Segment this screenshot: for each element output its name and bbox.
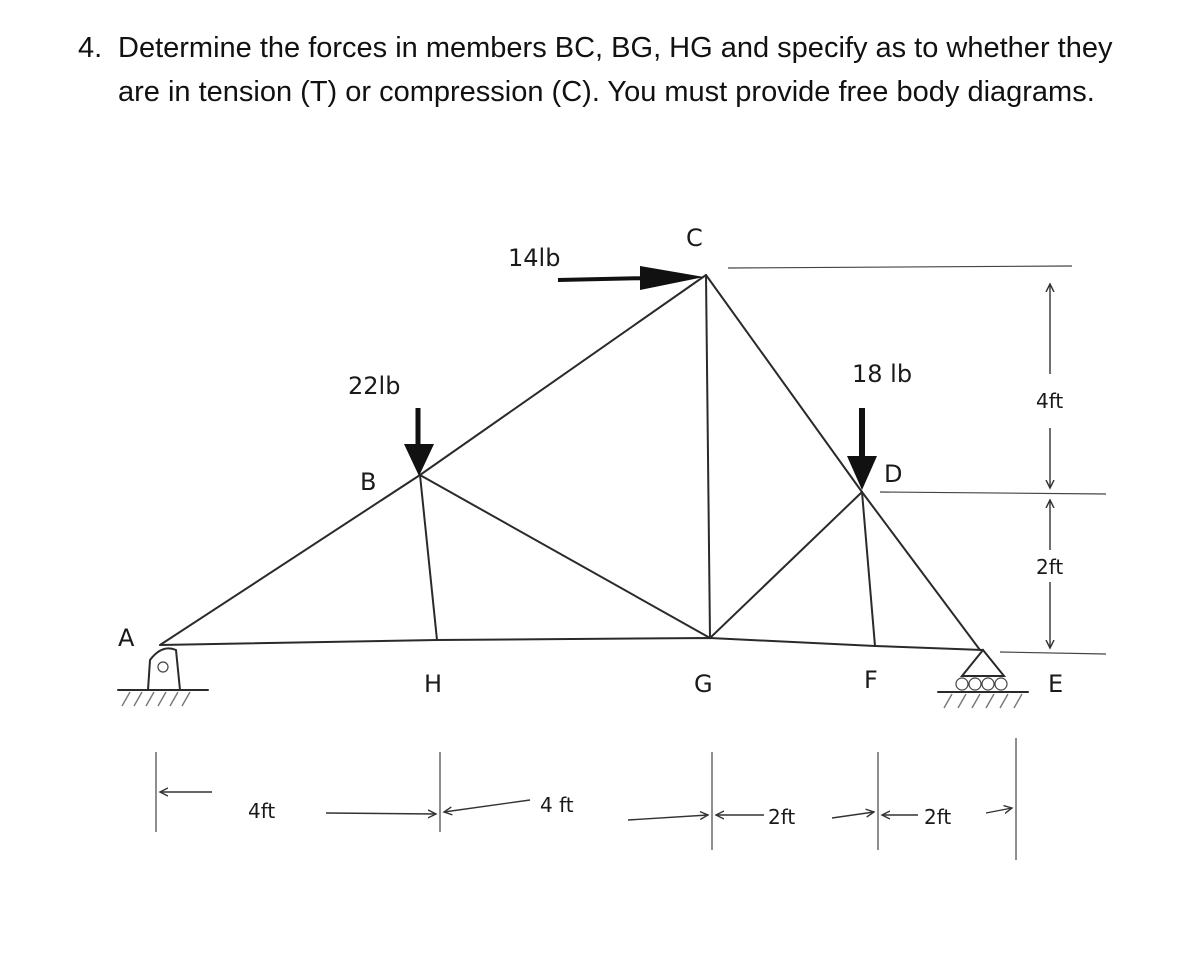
dimension-line-FE-right	[986, 808, 1012, 813]
load-label-D: 18 lb	[852, 360, 913, 388]
pin-support-body	[148, 648, 180, 690]
member-AH-HG-GF-FE-bottom-chord	[160, 638, 983, 650]
load-arrow-C-head	[640, 266, 704, 290]
extension-line-bottom	[1000, 652, 1106, 654]
member-GD	[710, 492, 862, 638]
member-DF	[862, 492, 875, 646]
load-arrow-C-shaft	[558, 278, 650, 280]
load-label-B: 22lb	[348, 372, 401, 400]
member-CD	[706, 275, 862, 492]
dim-label-GF: 2ft	[768, 805, 796, 829]
load-label-C: 14lb	[508, 244, 561, 272]
joint-label-A: A	[118, 624, 135, 652]
load-arrow-D-head	[847, 456, 877, 490]
joint-label-D: D	[884, 460, 903, 488]
dimension-line-GF-right	[832, 812, 874, 818]
dimension-line-HG-right	[628, 815, 708, 820]
horizontal-dimensions	[156, 738, 1016, 860]
load-arrow-B	[404, 408, 434, 476]
extension-line-top	[728, 266, 1072, 268]
load-arrow-C	[558, 266, 704, 290]
joint-label-B: B	[360, 468, 377, 496]
joint-label-C: C	[686, 224, 703, 252]
dim-label-HG: 4 ft	[540, 793, 574, 817]
member-BH	[420, 475, 437, 640]
member-BG	[420, 475, 710, 638]
roller-support-hatching	[944, 694, 1022, 708]
vertical-dimensions	[728, 266, 1106, 654]
joint-labels	[118, 224, 1063, 698]
problem-number: 4.	[78, 32, 103, 64]
load-arrow-B-head	[404, 444, 434, 476]
pin-support-hatching	[122, 692, 190, 706]
member-BC	[420, 275, 706, 475]
roller-support-E	[938, 650, 1028, 708]
dim-label-upper-height: 4ft	[1036, 389, 1064, 413]
problem-text: Determine the forces in members BC, BG, HG and specify as to whether they are in tension (T) or compression (C). You must provide free body diagrams.	[118, 32, 1113, 108]
pin-support-A	[118, 648, 208, 706]
extension-line-middle	[880, 492, 1106, 494]
pin-support-pin	[158, 662, 168, 672]
dimension-line-AH-right	[326, 813, 436, 814]
dim-label-lower-height: 2ft	[1036, 555, 1064, 579]
roller-support-triangle	[962, 650, 1004, 676]
joint-label-E: E	[1048, 670, 1064, 698]
dim-label-AH: 4ft	[248, 799, 276, 823]
joint-label-F: F	[864, 666, 878, 694]
joint-label-H: H	[424, 670, 443, 698]
member-DE	[862, 492, 980, 650]
dimension-labels	[248, 389, 1063, 829]
dim-label-FE: 2ft	[924, 805, 952, 829]
member-AB	[160, 475, 420, 645]
joint-label-G: G	[694, 670, 713, 698]
roller-support-rollers	[956, 678, 1007, 690]
member-CG	[706, 275, 710, 638]
dimension-line-HG-left	[444, 800, 530, 812]
